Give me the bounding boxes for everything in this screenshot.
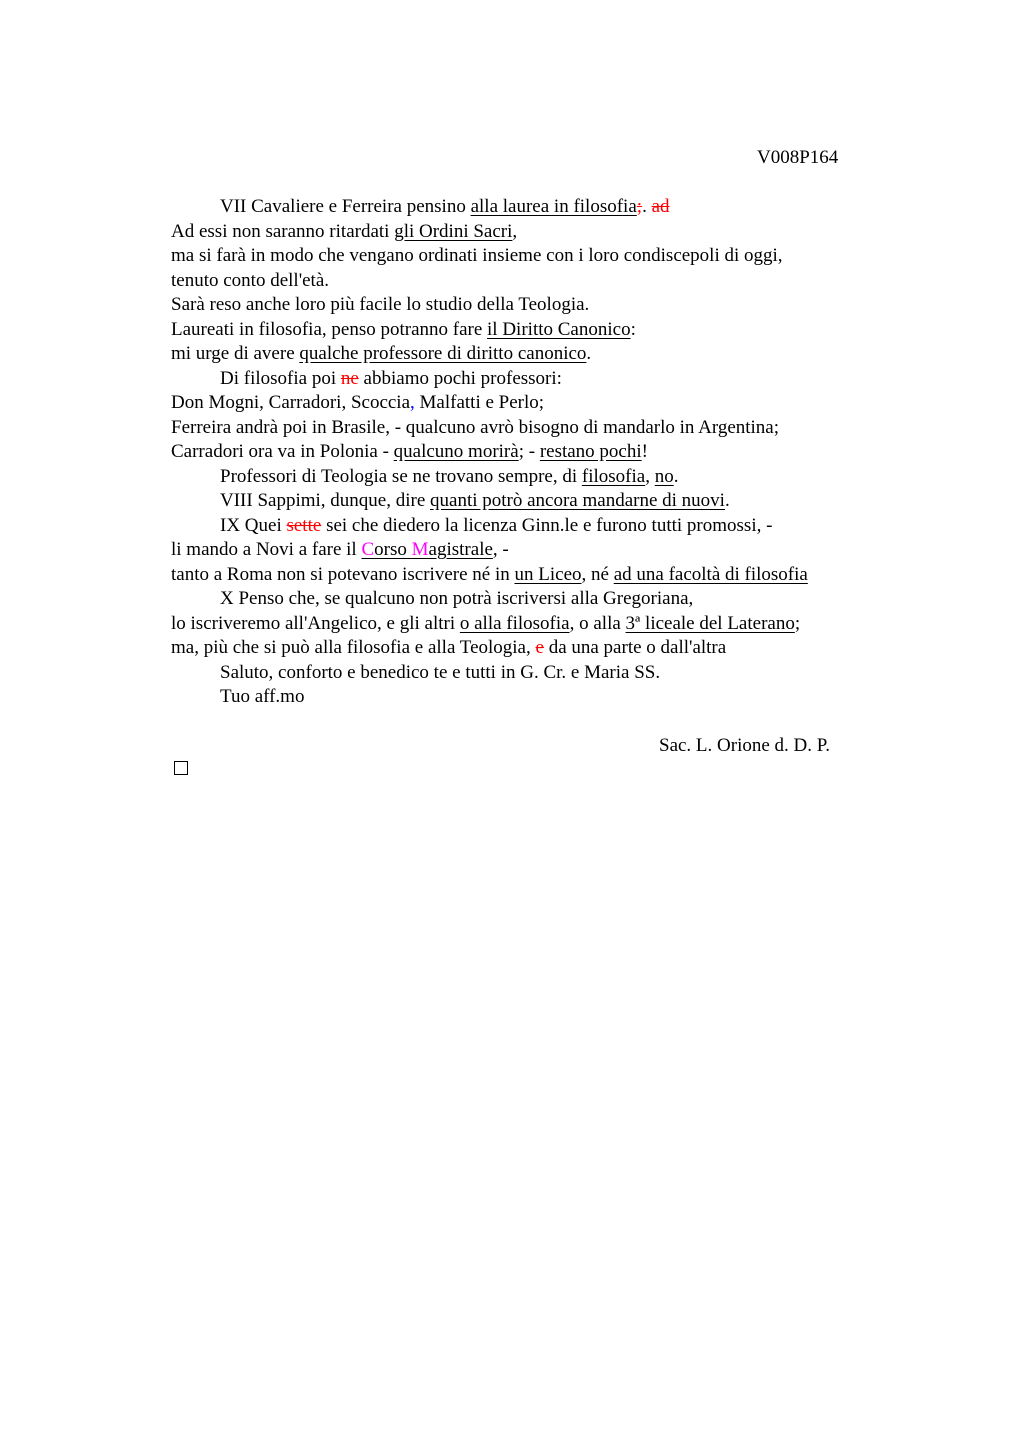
text-line	[171, 636, 891, 661]
underlined-text: filosofia	[581, 465, 646, 487]
text-line	[171, 538, 891, 563]
text-run: VIII Sappimi, dunque, dire	[220, 490, 431, 511]
text-run: tanto a Roma non si potevano iscrivere né in	[171, 563, 515, 585]
text-run: .	[642, 196, 652, 217]
letter-body	[171, 195, 891, 710]
text-run: .	[586, 343, 592, 364]
underlined-text: restano pochi	[539, 441, 642, 462]
text-line	[171, 489, 891, 514]
deleted-text: ne	[340, 367, 359, 389]
text-run: Tuo aff.mo	[220, 686, 305, 707]
text-run: , né	[581, 563, 614, 585]
text-run: , o alla	[569, 612, 626, 634]
text-line	[171, 195, 891, 220]
deleted-text: sette	[286, 514, 322, 536]
text-line	[171, 612, 891, 637]
text-run: lo iscriveremo all'Angelico, e gli altri	[171, 612, 460, 634]
text-run: mi urge di avere	[171, 343, 300, 364]
underlined-text: alla laurea in filosofia	[470, 196, 637, 217]
text-line	[171, 391, 891, 416]
inserted-letter: M	[411, 539, 429, 560]
underlined-text: 3ª liceale del Laterano	[625, 612, 795, 634]
text-run: agistrale	[428, 539, 493, 560]
underlined-text: no	[654, 465, 674, 487]
underlined-text: gli Ordini Sacri	[394, 220, 513, 242]
text-run: Professori di Teologia se ne trovano sempre, di	[220, 465, 582, 487]
text-line	[171, 342, 891, 367]
text-run: abbiamo pochi professori:	[358, 367, 562, 389]
text-line	[171, 293, 891, 318]
text-line	[171, 367, 891, 392]
text-run: ,	[512, 220, 518, 242]
text-run: ; -	[518, 441, 540, 462]
text-run: Ad essi non saranno ritardati	[171, 220, 395, 242]
text-line	[171, 440, 891, 465]
text-line	[171, 269, 891, 294]
text-run: sei che diedero la licenza Ginn.le e furono tutti promossi, -	[321, 514, 773, 536]
text-run: tenuto conto dell'età.	[171, 269, 330, 291]
underlined-text: qualche professore di diritto canonico	[299, 343, 587, 364]
text-run: li mando a Novi a fare il	[171, 539, 362, 560]
text-run: ma, più che si può alla filosofia e alla Teologia,	[171, 637, 536, 658]
text-run: , -	[492, 539, 509, 560]
underlined-text: un Liceo	[514, 563, 582, 585]
text-run: ,	[645, 465, 655, 487]
text-run: :	[630, 318, 636, 340]
text-run: IX Quei	[220, 514, 287, 536]
text-line	[171, 514, 891, 539]
underlined-text: ad una facoltà di filosofia	[613, 563, 808, 585]
text-line	[171, 563, 891, 588]
deleted-text: ad	[651, 196, 670, 217]
text-run: .	[724, 490, 730, 511]
text-line	[171, 220, 891, 245]
text-run: !	[641, 441, 648, 462]
text-line	[171, 685, 891, 710]
inserted-comma: ,	[410, 392, 415, 413]
text-run: da una parte o dall'altra	[543, 637, 727, 658]
text-run: Don Mogni, Carradori, Scoccia	[171, 392, 411, 413]
text-line	[171, 661, 891, 686]
text-run: orso	[374, 539, 412, 560]
deleted-text: e	[535, 637, 544, 658]
text-run: X Penso che, se qualcuno non potrà iscriversi alla Gregoriana,	[220, 588, 694, 609]
text-run: Saluto, conforto e benedico te e tutti in G. Cr. e Maria SS.	[220, 661, 661, 683]
text-run: Ferreira andrà poi in Brasile, - qualcuno avrò bisogno di mandarlo in Argentina;	[171, 416, 780, 438]
text-run: .	[673, 465, 679, 487]
text-run: Carradori ora va in Polonia -	[171, 441, 394, 462]
underlined-text: quanti potrò ancora mandarne di nuovi	[430, 490, 725, 511]
checkbox-square-icon	[174, 761, 188, 775]
text-run: Sarà reso anche loro più facile lo studio della Teologia.	[171, 294, 590, 315]
text-line	[171, 465, 891, 490]
underlined-text: o alla filosofia	[459, 612, 570, 634]
text-run: ;	[794, 612, 801, 634]
underlined-text: il Diritto Canonico	[487, 318, 631, 340]
deleted-text: ;	[636, 196, 643, 217]
signature: Sac. L. Orione d. D. P.	[659, 735, 830, 756]
text-line	[171, 244, 891, 269]
underlined-text	[361, 539, 492, 560]
text-run: ma si farà in modo che vengano ordinati insieme con i loro condiscepoli di oggi,	[171, 245, 783, 266]
text-line	[171, 318, 891, 343]
text-run: VII Cavaliere e Ferreira pensino	[220, 196, 471, 217]
text-run: Malfatti e Perlo;	[414, 392, 545, 413]
text-run: Laureati in filosofia, penso potranno fare	[171, 318, 488, 340]
text-run: Di filosofia poi	[220, 367, 341, 389]
text-line	[171, 587, 891, 612]
inserted-letter: C	[361, 539, 375, 560]
text-line	[171, 416, 891, 441]
underlined-text: qualcuno morirà	[393, 441, 519, 462]
page-identifier: V008P164	[757, 147, 839, 168]
